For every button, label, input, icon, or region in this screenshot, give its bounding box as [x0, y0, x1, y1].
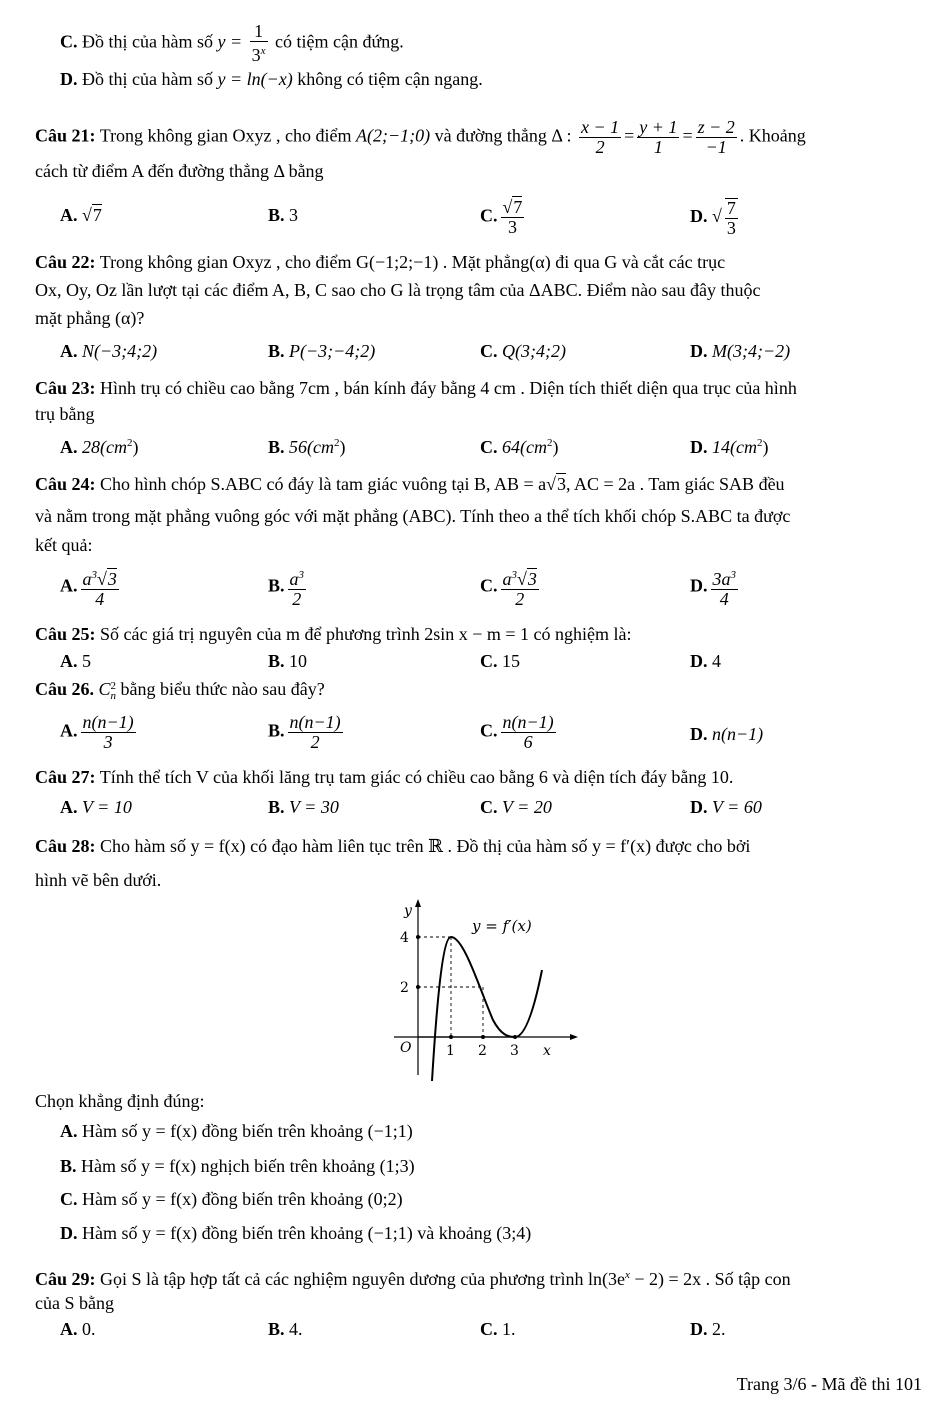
tick-dot-y4 — [416, 935, 420, 939]
option-d-line — [60, 68, 483, 90]
num-exponent: 3 — [298, 569, 305, 581]
answer-value: 10 — [289, 651, 308, 671]
question-label: Câu 27: — [35, 767, 96, 787]
answer-c — [480, 566, 542, 609]
fraction-denominator: 6 — [523, 732, 533, 752]
question-text-line: trụ bằng — [35, 404, 95, 424]
answer-label: D. — [60, 1223, 78, 1243]
fraction-numerator: n(n−1) — [289, 712, 341, 732]
answer-label: B. — [60, 1156, 77, 1176]
answer-b: B. $56(cm^2)$ — [268, 437, 346, 457]
answer-label: D. — [690, 1319, 708, 1339]
question-text-line: của S bằng — [35, 1293, 114, 1313]
question-22 — [35, 251, 725, 273]
answer-c — [480, 796, 552, 818]
answer-b — [268, 204, 298, 226]
answer-value: 56(cm — [289, 437, 334, 457]
exponent: x — [624, 1269, 630, 1281]
answer-label: B. — [268, 437, 285, 457]
question-label: Câu 25: — [35, 624, 96, 644]
question-text: bằng biểu thức nào sau đây? — [120, 679, 325, 699]
answer-label: D. — [690, 797, 708, 817]
question-text-line: mặt phẳng (α)? — [35, 308, 145, 328]
prompt-text: Chọn khẳng định đúng: — [35, 1091, 205, 1111]
point: A(2;−1;0) — [356, 125, 431, 146]
fraction — [637, 118, 679, 157]
question-text: Số các giá trị nguyên của m để phương trình 2sin x − m = 1 có nghiệm là: — [100, 624, 632, 644]
answer-c — [480, 713, 559, 752]
option-text: không có tiệm cận ngang. — [297, 69, 483, 89]
answer-label: A. — [60, 1319, 78, 1339]
answer-label: C. — [480, 437, 498, 457]
answer-a — [60, 566, 122, 609]
answer-b — [268, 340, 375, 362]
answer-c — [480, 198, 527, 237]
answer-label: D. — [690, 575, 708, 596]
fraction-numerator: 1 — [250, 22, 268, 42]
answer-value: n(n−1) — [712, 724, 764, 744]
radicand: 3 — [107, 569, 117, 589]
question-text-line: hình vẽ bên dưới. — [35, 870, 162, 890]
radicand: 7 — [513, 197, 523, 217]
answer-label: C. — [480, 575, 498, 596]
num-exponent: 3 — [91, 569, 97, 581]
answer-label: C. — [480, 651, 498, 671]
question-label: Câu 29: — [35, 1269, 96, 1289]
fraction-numerator: z − 2 — [697, 117, 735, 137]
question-label: Câu 23: — [35, 378, 96, 398]
question-text: , AC = 2a . Tam giác SAB đều — [566, 474, 785, 494]
origin-label: O — [400, 1040, 412, 1056]
answer-a — [60, 1318, 96, 1340]
x-tick-label: 3 — [510, 1043, 519, 1059]
question-28 — [35, 835, 750, 857]
fraction-denominator: 1 — [653, 137, 663, 157]
question-text-line: Ox, Oy, Oz lần lượt tại các điểm A, B, C sao cho G là trọng tâm của ΔABC. Điểm nào sau đây thuộc — [35, 280, 761, 300]
answer-value: Hàm số y = f(x) đồng biến trên khoảng (0;2) — [82, 1189, 403, 1209]
answer-value: N(−3;4;2) — [82, 341, 158, 361]
option-text: có tiệm cận đứng. — [275, 31, 404, 52]
question-23 — [35, 377, 797, 399]
answer-b — [268, 650, 307, 672]
answer-a — [60, 340, 157, 362]
fraction-denominator: 2 — [595, 137, 605, 157]
derivative-curve — [432, 937, 542, 1081]
option-text: Đồ thị của hàm số — [82, 31, 213, 52]
answer-label: B. — [268, 205, 285, 225]
question-label: Câu 26. — [35, 679, 95, 699]
answer-d — [690, 796, 762, 818]
answer-label: B. — [268, 720, 285, 741]
answer-value: 28(cm — [82, 437, 127, 457]
answer-a — [60, 713, 139, 752]
answer-unit: ) — [552, 437, 559, 457]
answer-label: A. — [60, 437, 78, 457]
x-axis-label: x — [543, 1043, 551, 1059]
answer-c — [60, 1188, 403, 1210]
den-base: 3 — [251, 45, 261, 65]
answer-value: 4 — [712, 651, 721, 671]
question-text-line: kết quả: — [35, 535, 93, 555]
fraction — [250, 22, 268, 65]
question-text: . Khoảng — [739, 125, 806, 146]
answer-d — [690, 723, 763, 745]
answer-d — [690, 650, 721, 672]
answer-d — [690, 566, 741, 609]
answer-label: A. — [60, 341, 78, 361]
answer-value: V = 20 — [502, 797, 552, 817]
answer-value: 64(cm — [502, 437, 547, 457]
fraction-denominator: 3 — [103, 732, 113, 752]
answer-label: C. — [480, 1319, 498, 1339]
answer-label: A. — [60, 1121, 78, 1141]
question-24: Câu 24: Cho hình chóp S.ABC có đáy là tam giác vuông tại B, AB = a√3, AC = 2a . Tam giác SAB đều — [35, 474, 785, 494]
answer-label: D. — [690, 341, 708, 361]
question-25 — [35, 623, 632, 645]
math-expression: y = — [217, 31, 243, 52]
answer-a: A. √7 — [60, 205, 102, 225]
answer-value: 0. — [82, 1319, 96, 1339]
combination-n: n — [110, 689, 117, 702]
radicand: 3 — [527, 569, 537, 589]
num-base: 3a — [712, 569, 731, 589]
fraction-numerator: n(n−1) — [82, 712, 134, 732]
fraction — [579, 118, 621, 157]
answer-label: C. — [480, 341, 498, 361]
answer-value: Hàm số y = f(x) nghịch biến trên khoảng (1;3) — [81, 1156, 415, 1176]
answer-label: D. — [690, 206, 708, 227]
tick-dot-x3 — [513, 1035, 517, 1039]
answer-unit: ) — [339, 437, 346, 457]
answer-value: 14(cm — [712, 437, 757, 457]
answer-b — [268, 566, 309, 609]
fraction-denominator: 3 — [726, 218, 736, 238]
radicand: 3 — [557, 474, 567, 494]
fraction-numerator — [711, 566, 739, 590]
answer-c: C. $64(cm^2)$ — [480, 437, 559, 457]
fraction — [501, 198, 525, 237]
answer-value: P(−3;−4;2) — [289, 341, 376, 361]
answer-c — [480, 650, 520, 672]
math-expression: y = ln(−x) — [217, 69, 293, 89]
answer-label: D. — [690, 724, 708, 744]
curve-label: y = f′(x) — [472, 917, 532, 935]
fraction-numerator: $a^3√3$ — [81, 566, 119, 590]
fraction — [501, 713, 556, 752]
answer-label: C. — [60, 1189, 78, 1209]
option-label: C. — [60, 31, 78, 52]
answer-label: A. — [60, 205, 78, 225]
tick-dot-x2 — [481, 1035, 485, 1039]
y-axis-label: y — [404, 903, 412, 919]
combination-k: 2 — [110, 679, 117, 692]
answer-label: D. — [690, 437, 708, 457]
answer-value: M(3;4;−2) — [712, 341, 791, 361]
answer-label: A. — [60, 575, 78, 596]
question-text: Cho hàm số y = f(x) có đạo hàm liên tục trên ℝ . Đồ thị của hàm số y = f′(x) được cho bởi — [100, 836, 751, 856]
answer-value: V = 30 — [289, 797, 339, 817]
answer-value: 3 — [289, 205, 299, 225]
answer-value: Hàm số y = f(x) đồng biến trên khoảng (−1;1) — [82, 1121, 413, 1141]
option-c-line — [60, 22, 404, 65]
answer-b — [268, 713, 346, 752]
question-text: − 2) = 2x . Số tập con — [629, 1269, 791, 1289]
answer-unit: ) — [762, 437, 769, 457]
tick-dot-y2 — [416, 985, 420, 989]
fraction-numerator: √7 — [502, 197, 523, 217]
answer-d: D. $14(cm^2)$ — [690, 437, 769, 457]
answer-value: 5 — [82, 651, 91, 671]
question-text: Trong không gian Oxyz , cho điểm — [99, 125, 352, 146]
fraction-denominator: 2 — [310, 732, 320, 752]
fraction — [81, 713, 136, 752]
answer-c — [480, 340, 566, 362]
fraction — [81, 566, 119, 609]
question-text-line: và nằm trong mặt phẳng vuông góc với mặt phẳng (ABC). Tính theo a thể tích khối chóp S.ABC ta được — [35, 506, 791, 526]
answer-label: B. — [268, 797, 285, 817]
question-label: Câu 24: — [35, 474, 96, 494]
answer-d — [60, 1222, 531, 1244]
answer-label: B. — [268, 341, 285, 361]
fraction-numerator: n(n−1) — [502, 712, 554, 732]
question-text: Gọi S là tập hợp tất cả các nghiệm nguyên dương của phương trình ln(3e — [100, 1269, 625, 1289]
question-label: Câu 21: — [35, 125, 96, 146]
tick-dot-x1 — [449, 1035, 453, 1039]
answer-label: D. — [690, 651, 708, 671]
question-29 — [35, 1264, 791, 1290]
fraction — [288, 566, 307, 609]
fraction — [711, 566, 739, 609]
answer-label: B. — [268, 575, 285, 596]
fraction-denominator: 4 — [719, 589, 729, 609]
fraction-denominator: 2 — [515, 589, 525, 609]
answer-value: 15 — [502, 651, 520, 671]
question-26 — [35, 678, 325, 701]
question-27 — [35, 766, 733, 788]
answer-label: A. — [60, 797, 78, 817]
answer-value: V = 60 — [712, 797, 762, 817]
answer-b — [268, 1318, 303, 1340]
question-label: Câu 28: — [35, 836, 96, 856]
fraction — [288, 713, 343, 752]
answer-label: A. — [60, 720, 78, 741]
derivative-graph — [388, 895, 580, 1081]
fraction-numerator — [288, 566, 307, 590]
answer-unit: ) — [132, 437, 139, 457]
answer-c — [480, 1318, 516, 1340]
answer-b — [268, 796, 339, 818]
y-tick-label: 2 — [400, 980, 409, 996]
fraction — [501, 566, 539, 609]
answer-label: B. — [268, 1319, 285, 1339]
answer-label: A. — [60, 651, 78, 671]
answer-a: A. $28(cm^2)$ — [60, 437, 139, 457]
answer-d: D. √ $\frac{7}{3}$ — [690, 198, 736, 238]
num-exponent: 3 — [511, 569, 517, 581]
answer-d — [690, 1318, 726, 1340]
num-base: a — [289, 569, 299, 589]
y-axis-arrow — [415, 899, 421, 907]
answer-a — [60, 1120, 413, 1142]
fraction — [725, 198, 738, 238]
fraction-denominator — [250, 42, 268, 65]
num-base: a — [502, 569, 512, 589]
fraction-numerator: $a^3√3$ — [501, 566, 539, 590]
x-axis-arrow — [570, 1034, 578, 1040]
question-text: Hình trụ có chiều cao bằng 7cm , bán kính đáy bằng 4 cm . Diện tích thiết diện qua trục của hình — [100, 378, 797, 398]
answer-value: 2. — [712, 1319, 726, 1339]
den-exponent: x — [260, 45, 266, 57]
num-base: a — [82, 569, 92, 589]
question-text: và đường thẳng Δ : — [434, 125, 572, 146]
fraction-denominator: 3 — [507, 217, 517, 237]
question-text: Trong không gian Oxyz , cho điểm G(−1;2;−1) . Mặt phẳng(α) đi qua G và cắt các trục — [99, 252, 726, 272]
answer-value: V = 10 — [82, 797, 132, 817]
answer-value: 4. — [289, 1319, 303, 1339]
answer-value: Q(3;4;2) — [502, 341, 566, 361]
answer-label: C. — [480, 205, 498, 226]
fraction-denominator: 4 — [95, 589, 105, 609]
fraction-denominator: 2 — [292, 589, 302, 609]
combination-symbol: C — [98, 679, 111, 699]
answer-label: C. — [480, 720, 498, 741]
fraction-denominator: −1 — [705, 137, 727, 157]
x-tick-label: 2 — [478, 1043, 487, 1059]
answer-b — [60, 1155, 415, 1177]
fraction-numerator: x − 1 — [581, 117, 620, 137]
question-21: Câu 21: Trong không gian Oxyz , cho điểm A(2;−1;0) và đường thẳng Δ : $\frac{x - 1}{2}$ = $\frac{y + 1}{1}$ = $\frac{z - 2}{-1}$ . Khoảng — [35, 117, 806, 157]
question-text-line: cách từ điểm A đến đường thẳng Δ bằng — [35, 161, 324, 181]
radicand: 7 — [92, 205, 102, 225]
option-text: Đồ thị của hàm số — [82, 69, 213, 89]
fraction — [696, 118, 737, 157]
answer-a — [60, 650, 91, 672]
page-footer: Trang 3/6 - Mã đề thi 101 — [736, 1374, 922, 1394]
question-text: Tính thể tích V của khối lăng trụ tam giác có chiều cao bằng 6 và diện tích đáy bằng 10. — [99, 767, 734, 787]
answer-d — [690, 340, 790, 362]
answer-value: Hàm số y = f(x) đồng biến trên khoảng (−1;1) và khoảng (3;4) — [82, 1223, 532, 1243]
question-label: Câu 22: — [35, 252, 96, 272]
option-label: D. — [60, 69, 78, 89]
y-tick-label: 4 — [400, 930, 409, 946]
num-exponent: 3 — [730, 569, 736, 581]
question-text: Cho hình chóp S.ABC có đáy là tam giác vuông tại B, AB = a — [100, 474, 547, 494]
fraction-numerator: 7 — [726, 198, 736, 218]
fraction-numerator: y + 1 — [639, 117, 678, 137]
answer-a — [60, 796, 132, 818]
answer-label: B. — [268, 651, 285, 671]
answer-label: C. — [480, 797, 498, 817]
answer-value: 1. — [502, 1319, 516, 1339]
x-tick-label: 1 — [446, 1043, 455, 1059]
